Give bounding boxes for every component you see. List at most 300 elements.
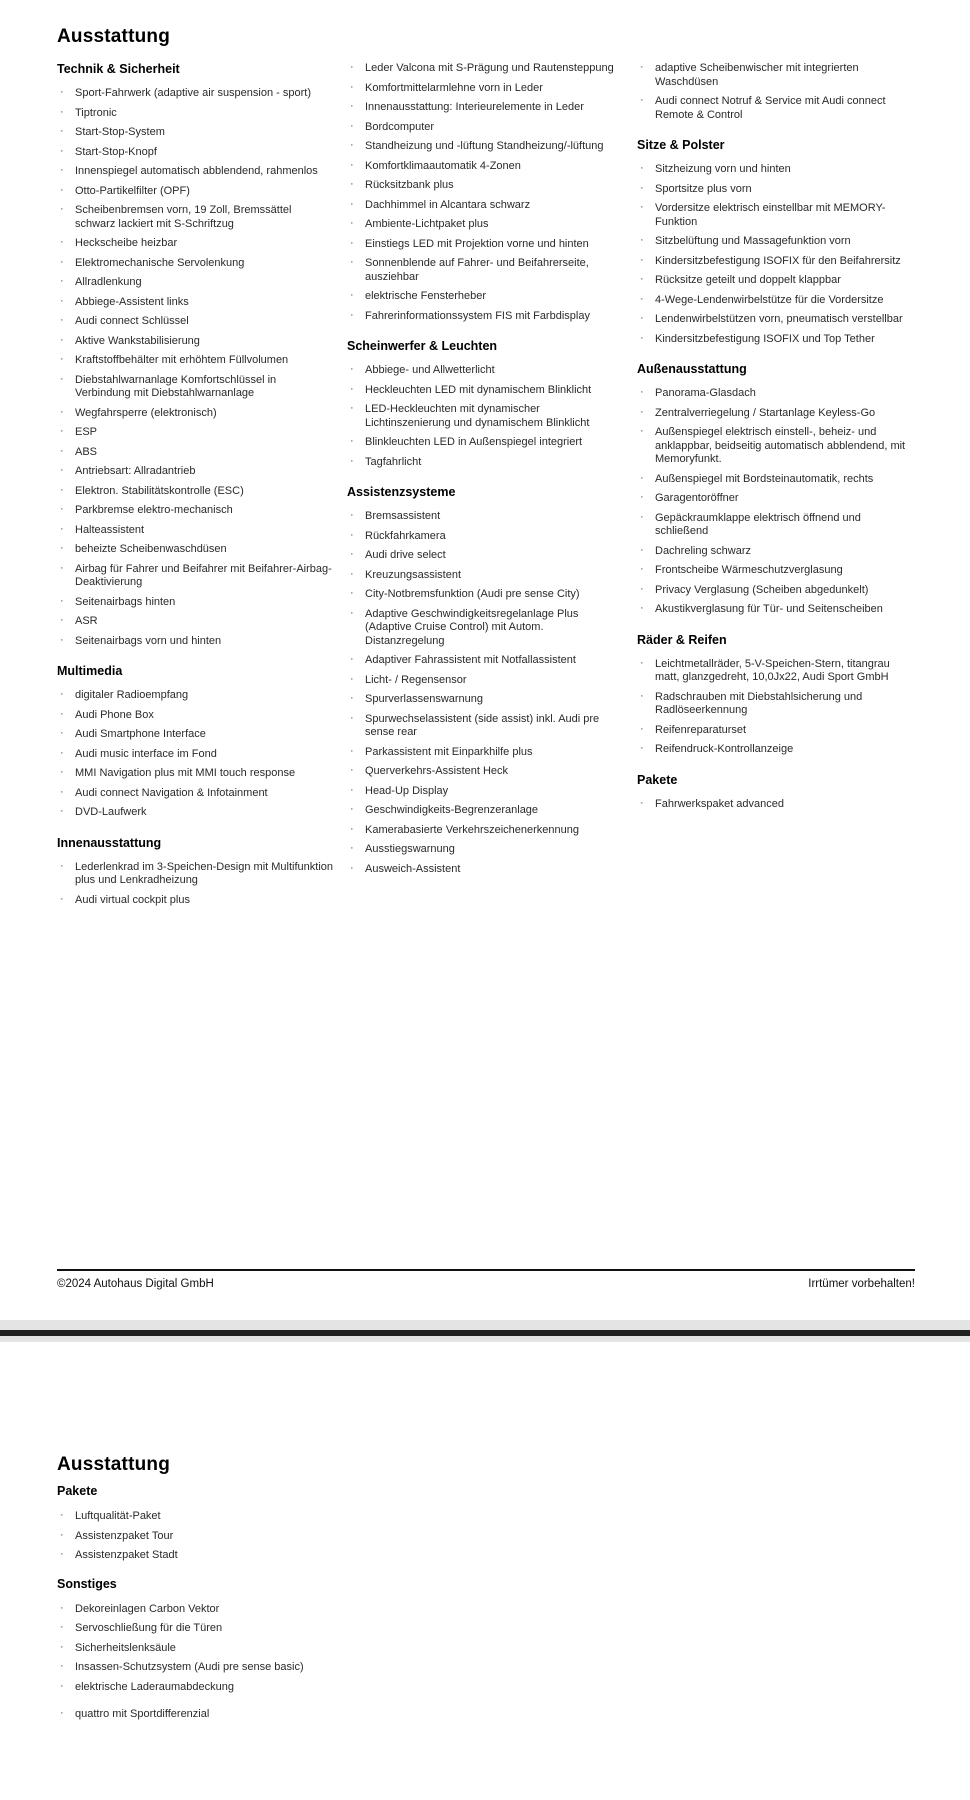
bullet-icon: ·	[60, 294, 64, 307]
list-item	[57, 563, 333, 590]
bullet-icon: ·	[640, 94, 644, 106]
bullet-icon: ·	[640, 656, 644, 669]
list-item	[347, 804, 623, 818]
bullet-icon: ·	[60, 727, 64, 739]
bullet-icon: ·	[60, 1621, 64, 1633]
equipment-section	[57, 1484, 397, 1563]
list-item	[57, 485, 333, 499]
list-item	[637, 387, 913, 401]
list-item	[637, 407, 913, 421]
item-text: Tagfahrlicht	[365, 455, 422, 468]
equipment-list	[347, 364, 623, 469]
bullet-icon: ·	[60, 561, 64, 574]
item-text: Leder Valcona mit S-Prägung und Rautensteppung	[365, 62, 614, 74]
item-text: elektrische Laderaumabdeckung	[75, 1680, 234, 1693]
list-item	[347, 713, 623, 740]
bullet-icon: ·	[60, 444, 64, 457]
bullet-icon: ·	[60, 1548, 64, 1560]
item-text: Dekoreinlagen Carbon Vektor	[75, 1602, 220, 1615]
item-text: 4-Wege-Lendenwirbelstütze für die Vordersitze	[655, 293, 884, 306]
item-text: Kindersitzbefestigung ISOFIX für den Beifahrersitz	[655, 254, 901, 267]
equipment-list	[637, 387, 913, 617]
item-text: Komfortmittelarmlehne vorn in Leder	[365, 81, 543, 94]
list-item	[637, 62, 913, 89]
list-item	[347, 843, 623, 857]
equipment-list	[637, 798, 913, 812]
bullet-icon: ·	[350, 803, 354, 815]
list-item	[57, 787, 333, 801]
item-text: digitaler Radioempfang	[75, 689, 189, 701]
bullet-icon: ·	[640, 162, 644, 174]
bullet-icon: ·	[350, 606, 354, 619]
list-item	[637, 95, 913, 122]
item-text: Querverkehrs-Assistent Heck	[365, 765, 509, 777]
equipment-list	[57, 87, 333, 648]
bullet-icon: ·	[640, 602, 644, 614]
list-item	[57, 1622, 397, 1636]
bullet-icon: ·	[60, 614, 64, 626]
item-text: adaptive Scheibenwischer mit integrierten Waschdüsen	[655, 62, 859, 88]
bullet-icon: ·	[60, 183, 64, 196]
item-text: elektrische Fensterheber	[365, 290, 487, 302]
item-text: Audi connect Schlüssel	[75, 315, 189, 327]
item-text: Sicherheitslenksäule	[75, 1641, 176, 1654]
list-item	[57, 276, 333, 290]
equipment-list	[57, 1603, 397, 1695]
list-item	[57, 146, 333, 160]
equipment-section	[637, 362, 913, 617]
bullet-icon: ·	[350, 548, 354, 560]
equipment-column	[637, 62, 913, 913]
item-text: Start-Stop-System	[75, 126, 165, 138]
item-text: Antriebsart: Allradantrieb	[75, 465, 196, 477]
list-item	[347, 436, 623, 450]
bullet-icon: ·	[350, 744, 354, 757]
list-item	[347, 569, 623, 583]
equipment-list	[347, 510, 623, 876]
item-text: Kraftstoffbehälter mit erhöhtem Füllvolumen	[75, 354, 289, 366]
list-item	[347, 608, 623, 649]
bullet-icon: ·	[350, 308, 354, 321]
item-text: Adaptive Geschwindigkeitsregelanlage Plus (Adaptive Cruise Control) mit Autom. Distanzregelung	[365, 607, 579, 647]
section-heading: Assistenzsysteme	[347, 485, 456, 499]
list-item	[57, 87, 333, 101]
list-item	[347, 510, 623, 524]
list-item	[347, 62, 623, 76]
bullet-icon: ·	[60, 255, 64, 268]
bullet-icon: ·	[60, 542, 64, 554]
bullet-icon: ·	[350, 402, 354, 414]
bullet-icon: ·	[60, 707, 64, 720]
page-2	[0, 1342, 970, 1800]
bullet-icon: ·	[350, 509, 354, 521]
list-item	[57, 165, 333, 179]
list-item	[57, 237, 333, 251]
equipment-section	[637, 773, 913, 812]
item-text: Heckscheibe heizbar	[75, 237, 178, 249]
item-text: Seitenairbags hinten	[75, 595, 176, 608]
page-title: Ausstattung	[57, 1454, 171, 1475]
list-item	[57, 504, 333, 518]
list-item	[347, 765, 623, 779]
bullet-icon: ·	[60, 333, 64, 346]
item-text: Radschrauben mit Diebstahlsicherung und Radlöseerkennung	[655, 690, 863, 716]
list-item	[637, 603, 913, 617]
list-item	[57, 354, 333, 368]
list-item	[637, 333, 913, 347]
list-item	[347, 549, 623, 563]
item-text: ABS	[75, 445, 98, 458]
item-text: Assistenzpaket Tour	[75, 1529, 174, 1542]
list-item	[637, 202, 913, 229]
list-item	[57, 107, 333, 121]
list-item	[57, 596, 333, 610]
bullet-icon: ·	[350, 822, 354, 835]
bullet-icon: ·	[350, 711, 354, 724]
section-heading: Pakete	[57, 1484, 98, 1498]
item-text: Parkbremse elektro-mechanisch	[75, 504, 233, 516]
section-heading: Außenausstattung	[637, 362, 747, 376]
bullet-icon: ·	[640, 331, 644, 344]
bullet-icon: ·	[60, 892, 64, 905]
list-item	[347, 863, 623, 877]
item-text: DVD-Laufwerk	[75, 806, 147, 818]
equipment-section	[347, 62, 623, 323]
item-text: Spurverlassenswarnung	[365, 693, 484, 705]
item-text: Otto-Partikelfilter (OPF)	[75, 184, 190, 197]
list-item	[637, 691, 913, 718]
item-text: Assistenzpaket Stadt	[75, 1549, 178, 1561]
page-separator-bar	[0, 1330, 970, 1336]
bullet-icon: ·	[350, 236, 354, 249]
bullet-icon: ·	[60, 164, 64, 176]
item-text: Abbiege- und Allwetterlicht	[365, 364, 495, 376]
list-item	[347, 588, 623, 602]
item-text: Fahrwerkspaket advanced	[655, 797, 785, 810]
bullet-icon: ·	[350, 139, 354, 151]
item-text: Panorama-Glasdach	[655, 387, 756, 399]
list-item	[57, 185, 333, 199]
equipment-section	[347, 339, 623, 469]
equipment-list	[57, 861, 333, 908]
item-text: Ambiente-Lichtpaket plus	[365, 218, 489, 230]
list-item	[57, 407, 333, 421]
equipment-section	[57, 664, 333, 820]
bullet-icon: ·	[350, 454, 354, 467]
item-text: beheizte Scheibenwaschdüsen	[75, 543, 227, 555]
item-text: Kamerabasierte Verkehrszeichenerkennung	[365, 823, 580, 836]
item-text: Gepäckraumklappe elektrisch öffnend und schließend	[655, 511, 861, 537]
item-text: Kreuzungsassistent	[365, 568, 461, 581]
item-text: Parkassistent mit Einparkhilfe plus	[365, 745, 533, 758]
equipment-list	[57, 1708, 397, 1722]
list-item	[57, 635, 333, 649]
section-heading: Innenausstattung	[57, 835, 162, 850]
footer-copyright: ©2024 Autohaus Digital GmbH	[57, 1278, 214, 1290]
item-text: Einstiegs LED mit Projektion vorne und hinten	[365, 237, 589, 250]
bullet-icon: ·	[60, 105, 64, 118]
list-item	[57, 524, 333, 538]
list-item	[637, 426, 913, 467]
item-text: Tiptronic	[75, 106, 117, 119]
item-text: Head-Up Display	[365, 784, 449, 797]
list-item	[57, 748, 333, 762]
bullet-icon: ·	[60, 522, 64, 535]
list-item	[347, 384, 623, 398]
list-item	[347, 456, 623, 470]
bullet-icon: ·	[350, 861, 354, 874]
item-text: Audi connect Notruf & Service mit Audi connect Remote & Control	[655, 95, 886, 121]
list-item	[347, 290, 623, 304]
list-item	[637, 255, 913, 269]
bullet-icon: ·	[60, 1528, 64, 1541]
list-item	[347, 121, 623, 135]
list-item	[57, 1708, 397, 1722]
bullet-icon: ·	[60, 464, 64, 476]
equipment-list	[637, 658, 913, 757]
bullet-icon: ·	[60, 688, 64, 700]
item-text: Sport-Fahrwerk (adaptive air suspension - sport)	[75, 87, 311, 99]
list-item	[637, 274, 913, 288]
bullet-icon: ·	[350, 61, 354, 73]
item-text: Außenspiegel mit Bordsteinautomatik, rechts	[655, 472, 874, 485]
item-text: Ausstiegswarnung	[365, 843, 455, 855]
item-text: Heckleuchten LED mit dynamischem Blinklicht	[365, 383, 592, 396]
equipment-section	[637, 633, 913, 757]
list-item	[57, 1510, 397, 1524]
bullet-icon: ·	[60, 236, 64, 248]
list-item	[637, 743, 913, 757]
bullet-icon: ·	[640, 491, 644, 503]
footer-disclaimer: Irrtümer vorbehalten!	[808, 1278, 915, 1290]
item-text: Reifenreparaturset	[655, 723, 747, 736]
item-text: Zentralverriegelung / Startanlage Keyless-Go	[655, 406, 876, 419]
bullet-icon: ·	[350, 382, 354, 395]
list-item	[347, 530, 623, 544]
bullet-icon: ·	[350, 158, 354, 171]
list-item	[637, 492, 913, 506]
bullet-icon: ·	[60, 1640, 64, 1653]
item-text: Leichtmetallräder, 5-V-Speichen-Stern, titangrau matt, glanzgedreht, 10,0Jx22, Audi Sport GmbH	[655, 657, 890, 683]
item-text: ASR	[75, 615, 98, 627]
equipment-list	[637, 163, 913, 346]
item-text: Kindersitzbefestigung ISOFIX und Top Tether	[655, 332, 875, 345]
item-text: Audi music interface im Fond	[75, 747, 217, 760]
list-item	[347, 403, 623, 430]
bullet-icon: ·	[60, 1660, 64, 1672]
list-item	[57, 204, 333, 231]
list-item	[57, 1642, 397, 1656]
item-text: Allradlenkung	[75, 276, 142, 288]
bullet-icon: ·	[60, 125, 64, 137]
equipment-list	[637, 62, 913, 122]
item-text: Rücksitzbank plus	[365, 179, 454, 191]
list-item	[347, 199, 623, 213]
list-item	[57, 426, 333, 440]
equipment-list	[347, 62, 623, 323]
item-text: Diebstahlwarnanlage Komfortschlüssel in Verbindung mit Diebstahlwarnanlage	[75, 373, 277, 399]
item-text: Standheizung und -lüftung Standheizung/-lüftung	[365, 140, 604, 152]
item-text: Elektron. Stabilitätskontrolle (ESC)	[75, 484, 244, 497]
equipment-section	[57, 836, 333, 908]
bullet-icon: ·	[640, 292, 644, 305]
equipment-list	[57, 689, 333, 820]
bullet-icon: ·	[640, 181, 644, 194]
bullet-icon: ·	[640, 510, 644, 523]
list-item	[57, 894, 333, 908]
list-item	[637, 658, 913, 685]
item-text: Fahrerinformationssystem FIS mit Farbdisplay	[365, 309, 590, 322]
item-text: Aktive Wankstabilisierung	[75, 334, 200, 347]
equipment-column	[347, 62, 623, 913]
bullet-icon: ·	[60, 633, 64, 646]
item-text: Vordersitze elektrisch einstellbar mit MEMORY-Funktion	[655, 202, 886, 228]
list-item	[57, 728, 333, 742]
equipment-section	[637, 62, 913, 122]
item-text: Sitzheizung vorn und hinten	[655, 163, 791, 175]
item-text: Bordcomputer	[365, 120, 435, 133]
equipment-section	[57, 1708, 397, 1722]
bullet-icon: ·	[350, 435, 354, 447]
bullet-icon: ·	[640, 796, 644, 809]
bullet-icon: ·	[60, 372, 64, 385]
item-text: Komfortklimaautomatik 4-Zonen	[365, 159, 521, 172]
item-text: Privacy Verglasung (Scheiben abgedunkelt)	[655, 583, 869, 596]
equipment-column	[57, 62, 333, 913]
section-heading: Scheinwerfer & Leuchten	[347, 339, 498, 353]
item-text: Geschwindigkeits-Begrenzeranlage	[365, 804, 539, 816]
bullet-icon: ·	[60, 203, 64, 215]
bullet-icon: ·	[640, 234, 644, 246]
list-item	[57, 126, 333, 140]
bullet-icon: ·	[60, 405, 64, 418]
section-heading: Sitze & Polster	[637, 138, 725, 152]
list-item	[57, 543, 333, 557]
item-text: Sonnenblende auf Fahrer- und Beifahrerseite, ausziehbar	[365, 257, 589, 283]
list-item	[57, 709, 333, 723]
list-item	[57, 374, 333, 401]
equipment-columns	[57, 62, 913, 913]
item-text: Luftqualität-Paket	[75, 1510, 161, 1522]
list-item	[57, 446, 333, 460]
list-item	[347, 218, 623, 232]
equipment-section	[57, 62, 333, 648]
item-text: Audi Smartphone Interface	[75, 728, 206, 740]
item-text: Adaptiver Fahrassistent mit Notfallassistent	[365, 654, 576, 666]
bullet-icon: ·	[60, 785, 64, 798]
item-text: Elektromechanische Servolenkung	[75, 256, 245, 269]
item-text: Blinkleuchten LED in Außenspiegel integriert	[365, 436, 583, 448]
bullet-icon: ·	[640, 425, 644, 437]
bullet-icon: ·	[60, 483, 64, 496]
bullet-icon: ·	[60, 314, 64, 326]
equipment-list	[57, 1510, 397, 1563]
list-item	[637, 724, 913, 738]
bullet-icon: ·	[350, 567, 354, 580]
item-text: Audi virtual cockpit plus	[75, 893, 190, 906]
item-text: City-Notbremsfunktion (Audi pre sense City)	[365, 588, 580, 600]
bullet-icon: ·	[350, 80, 354, 93]
list-item	[347, 693, 623, 707]
item-text: Garagentoröffner	[655, 492, 739, 504]
list-item	[637, 163, 913, 177]
bullet-icon: ·	[350, 178, 354, 190]
page-footer	[57, 1269, 915, 1290]
list-item	[637, 183, 913, 197]
item-text: Servoschließung für die Türen	[75, 1622, 223, 1634]
bullet-icon: ·	[60, 766, 64, 778]
list-item	[57, 861, 333, 888]
item-text: LED-Heckleuchten mit dynamischer Lichtinszenierung und dynamischem Blinklicht	[365, 403, 590, 429]
list-item	[347, 160, 623, 174]
item-text: MMI Navigation plus mit MMI touch response	[75, 767, 296, 779]
page2-sections	[57, 1484, 913, 1722]
list-item	[347, 101, 623, 115]
item-text: Halteassistent	[75, 523, 145, 536]
bullet-icon: ·	[350, 764, 354, 776]
equipment-section	[347, 485, 623, 876]
item-text: Akustikverglasung für Tür- und Seitenscheiben	[655, 603, 883, 615]
list-item	[57, 689, 333, 703]
bullet-icon: ·	[640, 742, 644, 754]
bullet-icon: ·	[640, 386, 644, 398]
bullet-icon: ·	[640, 405, 644, 418]
list-item	[57, 615, 333, 629]
bullet-icon: ·	[60, 1601, 64, 1614]
bullet-icon: ·	[350, 672, 354, 685]
list-item	[57, 465, 333, 479]
item-text: quattro mit Sportdifferenzial	[75, 1708, 210, 1720]
bullet-icon: ·	[60, 86, 64, 98]
bullet-icon: ·	[640, 273, 644, 285]
list-item	[637, 313, 913, 327]
section-heading: Multimedia	[57, 664, 123, 678]
bullet-icon: ·	[60, 503, 64, 515]
equipment-section	[57, 1577, 397, 1695]
item-text: Bremsassistent	[365, 510, 441, 522]
item-text: Frontscheibe Wärmeschutzverglasung	[655, 564, 843, 576]
item-text: Audi drive select	[365, 549, 446, 561]
list-item	[637, 473, 913, 487]
list-item	[57, 1549, 397, 1563]
item-text: Scheibenbremsen vorn, 19 Zoll, Bremssättel schwarz lackiert mit S-Schriftzug	[75, 204, 292, 230]
item-text: Licht- / Regensensor	[365, 673, 467, 686]
item-text: Rücksitze geteilt und doppelt klappbar	[655, 274, 841, 286]
list-item	[57, 1603, 397, 1617]
bullet-icon: ·	[640, 689, 644, 702]
item-text: Insassen-Schutzsystem (Audi pre sense basic)	[75, 1661, 304, 1673]
list-item	[57, 257, 333, 271]
list-item	[347, 257, 623, 284]
item-text: Airbag für Fahrer und Beifahrer mit Beifahrer-Airbag-Deaktivierung	[75, 562, 332, 588]
list-item	[637, 545, 913, 559]
list-item	[347, 179, 623, 193]
bullet-icon: ·	[60, 275, 64, 287]
bullet-icon: ·	[350, 289, 354, 301]
bullet-icon: ·	[350, 783, 354, 796]
item-text: Außenspiegel elektrisch einstell-, beheiz- und anklappbar, beidseitig automatisch abblendend, mit Memoryfunkt.	[655, 426, 906, 465]
item-text: Rückfahrkamera	[365, 529, 446, 542]
item-text: Ausweich-Assistent	[365, 862, 461, 875]
bullet-icon: ·	[60, 1679, 64, 1692]
bullet-icon: ·	[350, 653, 354, 665]
bullet-icon: ·	[640, 61, 644, 73]
bullet-icon: ·	[640, 253, 644, 266]
bullet-icon: ·	[350, 528, 354, 541]
bullet-icon: ·	[640, 722, 644, 735]
bullet-icon: ·	[60, 353, 64, 365]
bullet-icon: ·	[350, 692, 354, 704]
